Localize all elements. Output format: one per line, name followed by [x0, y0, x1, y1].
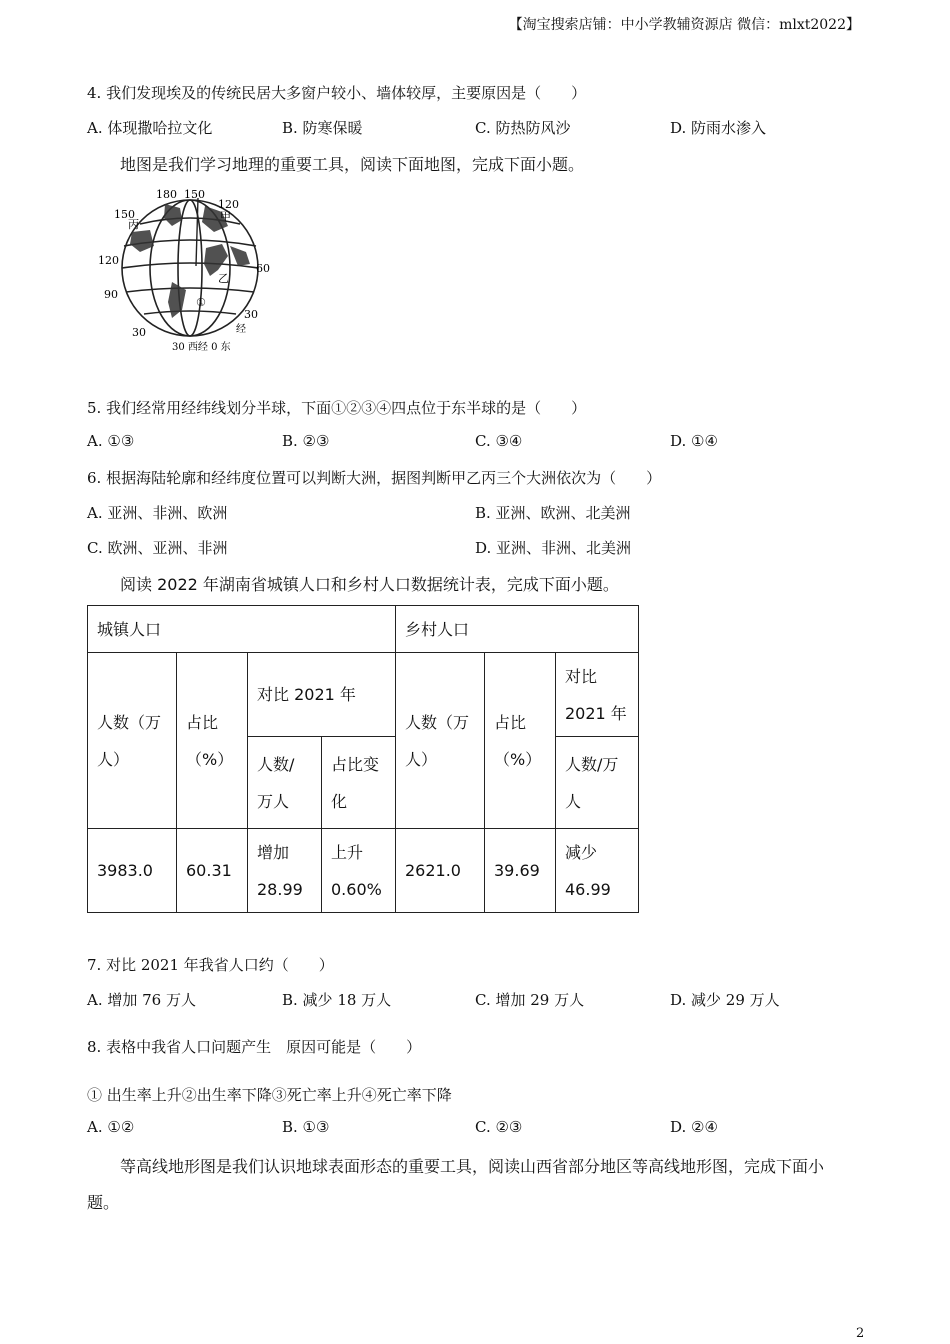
urban-pop-header: 人数（万 人） [88, 653, 177, 829]
q7-option-b: B. 减少 18 万人 [282, 991, 392, 1009]
urban-ratio-header: 占比 （%） [177, 653, 248, 829]
urban-compare-header: 对比 2021 年 [248, 653, 396, 737]
globe-label-30-right: 30 [244, 308, 258, 321]
q8-option-a: A. ①② [87, 1118, 135, 1136]
rural-compare-header: 对比 2021 年 [556, 653, 639, 737]
q7-option-d: D. 减少 29 万人 [670, 991, 780, 1009]
globe-label-120-left: 120 [98, 254, 119, 267]
q8-option-b: B. ①③ [282, 1118, 330, 1136]
urban-change-subheader: 占比变 化 [322, 737, 396, 829]
q5-option-b: B. ②③ [282, 432, 330, 450]
globe-label-60: 60 [256, 262, 270, 275]
globe-map-figure [98, 186, 275, 356]
rural-pop-header: 人数（万 人） [396, 653, 485, 829]
rural-header-cell: 乡村人口 [396, 606, 639, 653]
q5-option-d: D. ①④ [670, 432, 718, 450]
globe-label-180: 180 [156, 188, 177, 201]
globe-label-150-top: 150 [184, 188, 205, 201]
question-8-stem: 8. 表格中我省人口问题产生 原因可能是（ ） [87, 1038, 422, 1056]
rural-pop-value: 2621.0 [396, 829, 485, 913]
urban-header-cell: 城镇人口 [88, 606, 396, 653]
rural-ratio-value: 39.69 [485, 829, 556, 913]
table-intro: 阅读 2022 年湖南省城镇人口和乡村人口数据统计表，完成下面小题。 [120, 575, 619, 594]
q8-option-d: D. ②④ [670, 1118, 718, 1136]
page-number: 2 [856, 1326, 865, 1341]
map-intro: 地图是我们学习地理的重要工具，阅读下面地图，完成下面小题。 [120, 155, 585, 174]
question-5-stem: 5. 我们经常用经纬线划分半球，下面①②③④四点位于东半球的是（ ） [87, 399, 587, 417]
q7-option-a: A. 增加 76 万人 [87, 991, 196, 1009]
globe-label-bottom: 30 西经 0 东 [172, 342, 231, 353]
q4-option-b: B. 防寒保暖 [282, 119, 363, 137]
urban-ratio-value: 60.31 [177, 829, 248, 913]
globe-label-90: 90 [104, 288, 118, 301]
rural-num-subheader: 人数/万 人 [556, 737, 639, 829]
question-4-stem: 4. 我们发现埃及的传统民居大多窗户较小、墙体较厚，主要原因是（ ） [87, 84, 587, 102]
q6-option-a: A. 亚洲、非洲、欧洲 [87, 504, 228, 522]
globe-label-150-left: 150 [114, 208, 135, 221]
q5-option-c: C. ③④ [475, 432, 523, 450]
globe-label-bing: 丙 [128, 218, 139, 231]
globe-label-30-left: 30 [132, 326, 146, 339]
globe-label-yi: 乙 [218, 272, 229, 285]
rural-num-change: 减少 46.99 [556, 829, 639, 913]
urban-ratio-change: 上升 0.60% [322, 829, 396, 913]
q6-option-c: C. 欧洲、亚洲、非洲 [87, 539, 228, 557]
q6-option-d: D. 亚洲、非洲、北美洲 [475, 539, 632, 557]
q8-statements: ① 出生率上升②出生率下降③死亡率上升④死亡率下降 [87, 1086, 452, 1104]
q4-option-d: D. 防雨水渗入 [670, 119, 767, 137]
question-7-stem: 7. 对比 2021 年我省人口约（ ） [87, 956, 334, 974]
globe-label-jing: 经 [236, 324, 246, 335]
globe-label-point-1: ① [196, 296, 206, 309]
contour-intro-line1: 等高线地形图是我们认识地球表面形态的重要工具，阅读山西省部分地区等高线地形图，完成下面小 [120, 1157, 825, 1176]
contour-intro-line2: 题。 [87, 1193, 120, 1212]
q4-option-c: C. 防热防风沙 [475, 119, 571, 137]
q4-option-a: A. 体现撒哈拉文化 [87, 119, 213, 137]
q5-option-a: A. ①③ [87, 432, 135, 450]
q7-option-c: C. 增加 29 万人 [475, 991, 585, 1009]
globe-label-jia: 甲 [220, 210, 231, 223]
q8-option-c: C. ②③ [475, 1118, 523, 1136]
urban-num-change: 增加 28.99 [248, 829, 322, 913]
globe-label-120-top: 120 [218, 198, 239, 211]
rural-ratio-header: 占比 （%） [485, 653, 556, 829]
urban-pop-value: 3983.0 [88, 829, 177, 913]
q6-option-b: B. 亚洲、欧洲、北美洲 [475, 504, 631, 522]
page-header: 【淘宝搜索店铺：中小学教辅资源店 微信：mlxt2022】 [508, 17, 860, 33]
question-6-stem: 6. 根据海陆轮廓和经纬度位置可以判断大洲，据图判断甲乙丙三个大洲依次为（ ） [87, 469, 662, 487]
population-table [87, 605, 639, 913]
urban-num-subheader: 人数/ 万人 [248, 737, 322, 829]
